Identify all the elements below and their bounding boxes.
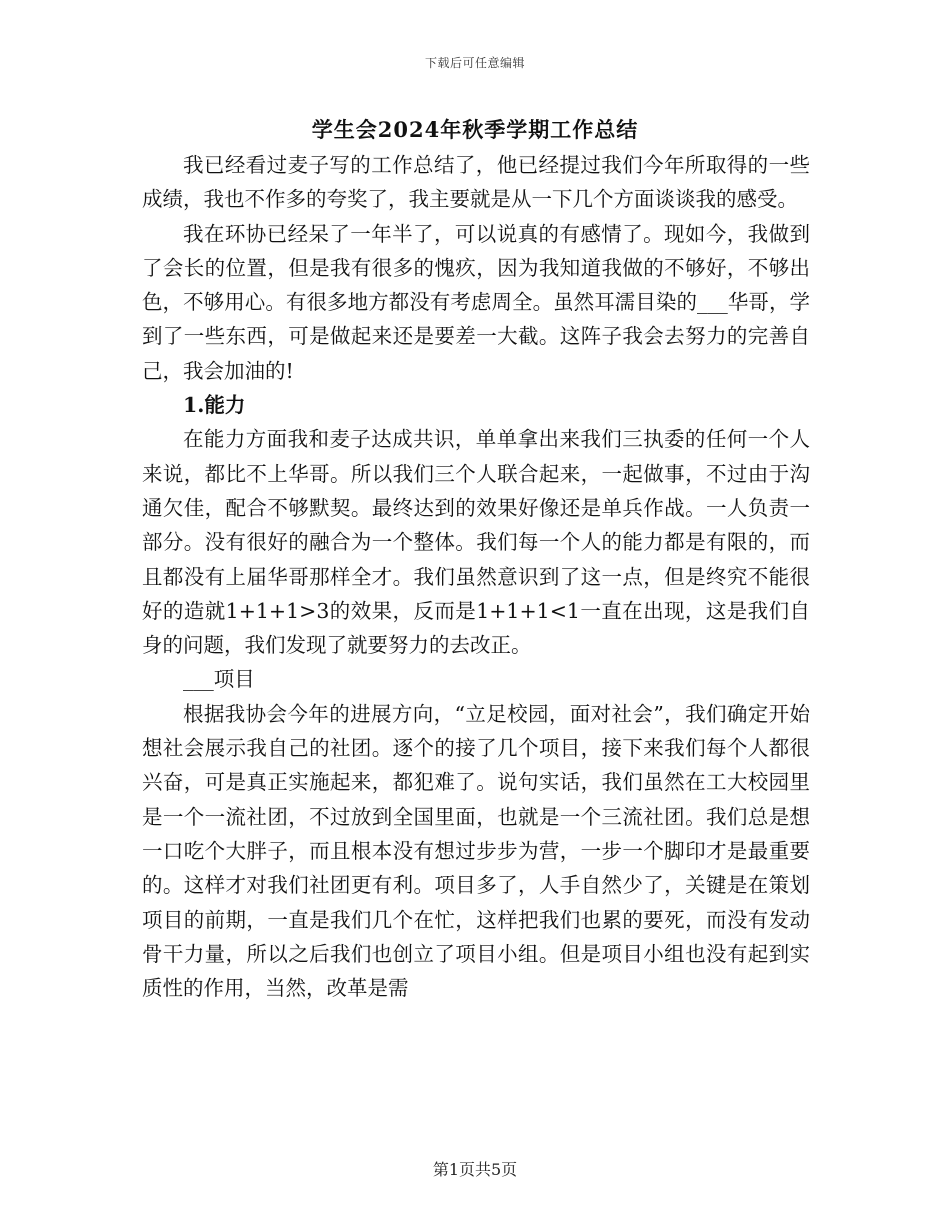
section-heading-projects: ___项目 <box>183 667 255 692</box>
paragraph-projects: 根据我协会今年的进展方向，“立足校园，面对社会”，我们确定开始想社会展示我自己的社团。逐个的接了几个项目，接下来我们每个人都很兴奋，可是真正实施起来，都犯难了。说句实话，我们虽然在工大校园里是一个一流社团，不过放到全国里面，也就是一个三流社团。我们总是想一口吃个大胖子，而且根本没有想过步步为营，一步一个脚印才是最重要的。这样才对我们社团更有利。项目多了，人手自然少了，关键是在策划项目的前期，一直是我们几个在忙，这样把我们也累的要死，而没有发动骨干力量，所以之后我们也创立了项目小组。但是项目小组也没有起到实质性的作用，当然，改革是需 <box>142 701 810 1001</box>
paragraph-feelings: 我在环协已经呆了一年半了，可以说真的有感情了。现如今，我做到了会长的位置，但是我有很多的愧疚，因为我知道我做的不够好，不够出色，不够用心。有很多地方都没有考虑周全。虽然耳濡目染的___华哥，学到了一些东西，可是做起来还是要差一大截。这阵子我会去努力的完善自己，我会加油的! <box>142 221 810 383</box>
document-body <box>142 148 810 1005</box>
paragraph-ability: 在能力方面我和麦子达成共识，单单拿出来我们三执委的任何一个人来说，都比不上华哥。所以我们三个人联合起来，一起做事，不过由于沟通欠佳，配合不够默契。最终达到的效果好像还是单兵作战。一人负责一部分。没有很好的融合为一个整体。我们每一个人的能力都是有限的，而且都没有上届华哥那样全才。我们虽然意识到了这一点，但是终究不能很好的造就1+1+1>3的效果，反而是1+1+1<1一直在出现，这是我们自身的问题，我们发现了就要努力的去改正。 <box>142 427 810 658</box>
section-heading-ability: 1.能力 <box>183 393 246 418</box>
header-note: 下载后可任意编辑 <box>424 56 525 70</box>
document-title: 学生会2024年秋季学期工作总结 <box>311 117 639 142</box>
page-number: 第1页共5页 <box>432 1160 518 1179</box>
paragraph-intro: 我已经看过麦子写的工作总结了，他已经提过我们今年所取得的一些成绩，我也不作多的夸奖了，我主要就是从一下几个方面谈谈我的感受。 <box>142 153 810 212</box>
